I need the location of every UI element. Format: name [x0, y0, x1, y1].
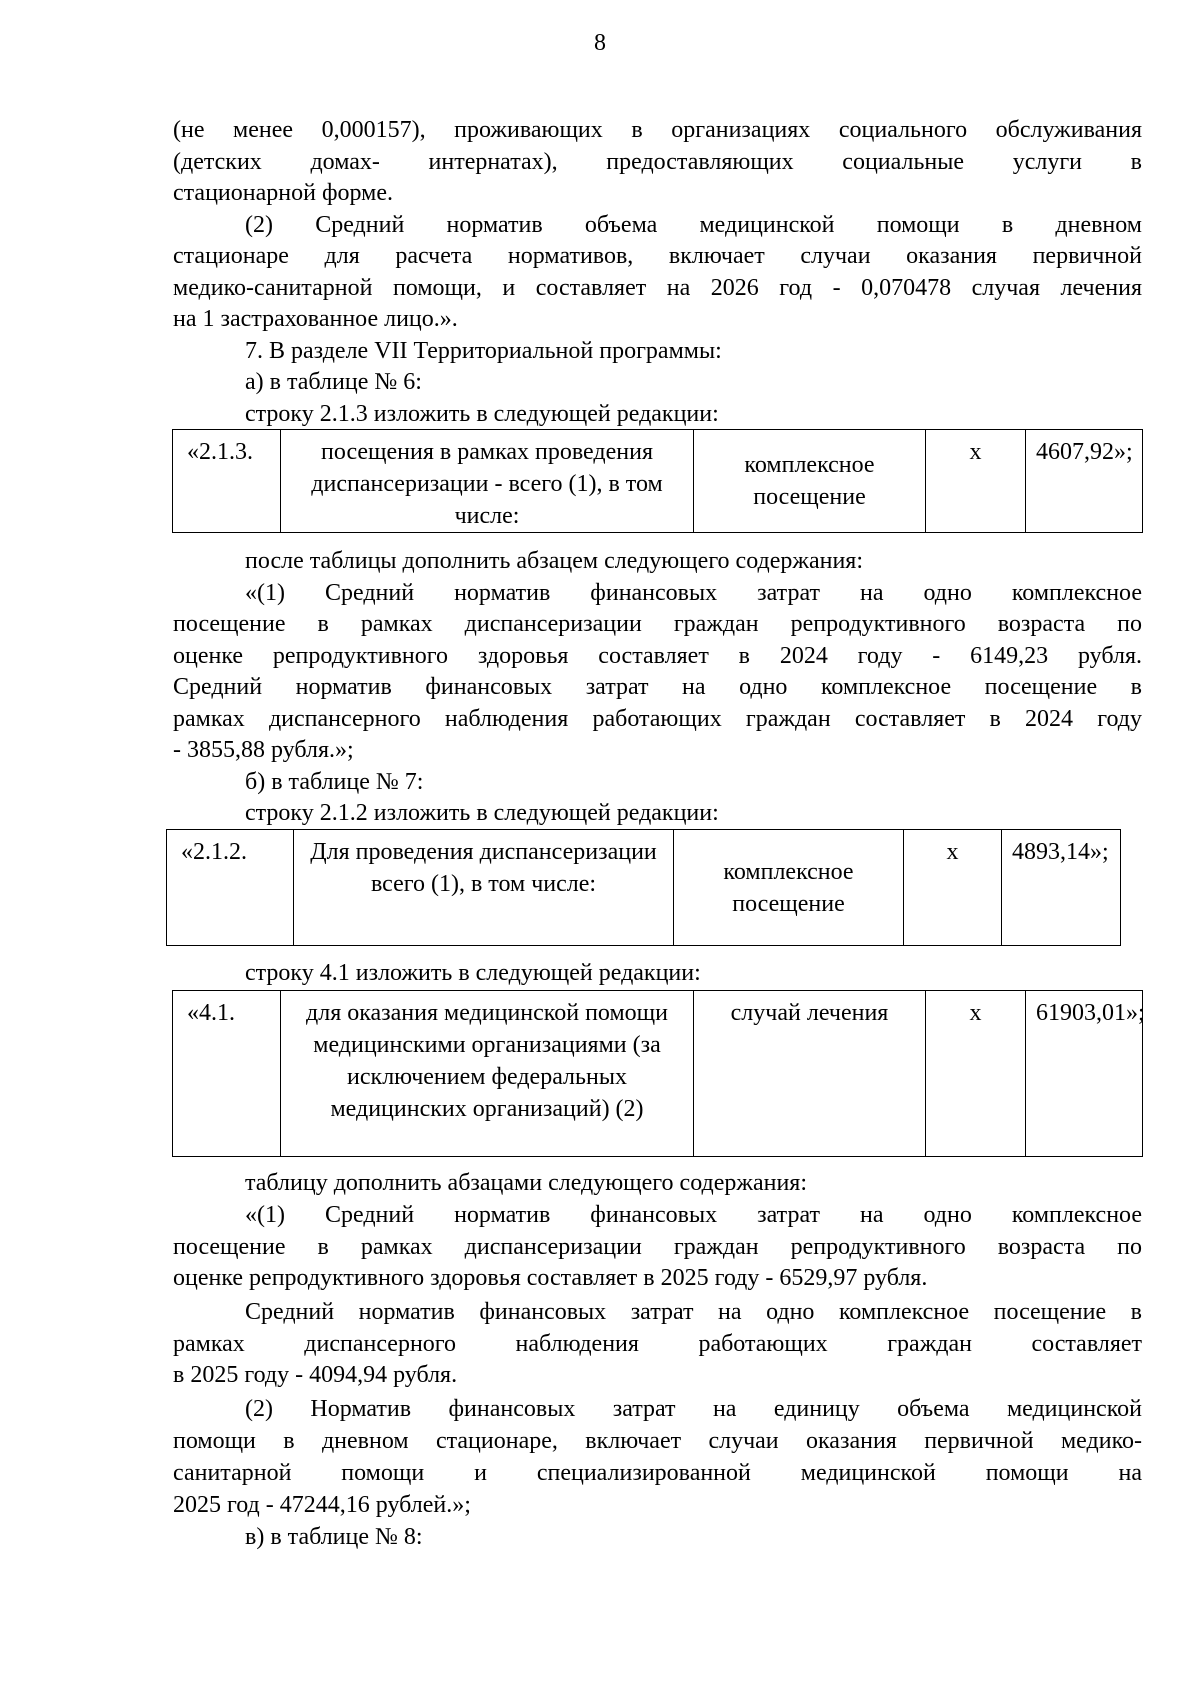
- row-x-cell: х: [926, 991, 1026, 1157]
- paragraph-1-line-3: стационарной форме.: [173, 180, 393, 206]
- row-value-cell: 61903,01»;: [1026, 991, 1143, 1157]
- paragraph-3-line-3: оценке репродуктивного здоровья составляет в 2024 году - 6149,23 рубля.: [173, 643, 1142, 669]
- paragraph-2-line-4: на 1 застрахованное лицо.».: [173, 306, 458, 332]
- paragraph-1-line-2: (детских домах- интернатах), предоставляющих социальные услуги в: [173, 149, 1142, 175]
- row-x-cell: х: [904, 830, 1002, 946]
- row-unit-cell: комплексное посещение: [674, 830, 904, 946]
- paragraph-3-line-5: рамках диспансерного наблюдения работающих граждан составляет в 2024 году: [173, 706, 1142, 732]
- item-v-heading: в) в таблице № 8:: [245, 1524, 423, 1550]
- table-row-2-1-3: [172, 429, 1143, 533]
- paragraph-3-line-6: - 3855,88 рубля.»;: [173, 737, 354, 763]
- row-4-1-intro: строку 4.1 изложить в следующей редакции:: [245, 960, 701, 986]
- paragraph-6-line-4: 2025 год - 47244,16 рублей.»;: [173, 1492, 471, 1518]
- paragraph-3-line-1: «(1) Средний норматив финансовых затрат на одно комплексное: [245, 580, 1142, 606]
- paragraph-4-line-2: посещение в рамках диспансеризации граждан репродуктивного возраста по: [173, 1234, 1142, 1260]
- paragraph-3-line-2: посещение в рамках диспансеризации граждан репродуктивного возраста по: [173, 611, 1142, 637]
- row-unit-cell: комплексное посещение: [694, 430, 926, 533]
- row-unit-cell: случай лечения: [694, 991, 926, 1157]
- row-number-cell: «4.1.: [173, 991, 281, 1157]
- paragraph-5-line-1: Средний норматив финансовых затрат на одно комплексное посещение в: [245, 1299, 1142, 1325]
- paragraph-2-line-1: (2) Средний норматив объема медицинской помощи в дневном: [245, 212, 1142, 238]
- item-b-heading: б) в таблице № 7:: [245, 769, 424, 795]
- paragraph-6-line-1: (2) Норматив финансовых затрат на единицу объема медицинской: [245, 1396, 1142, 1422]
- table-row-4-1: [172, 990, 1143, 1157]
- paragraph-4-line-1: «(1) Средний норматив финансовых затрат на одно комплексное: [245, 1202, 1142, 1228]
- page-number: 8: [594, 30, 606, 56]
- row-2-1-3-intro: строку 2.1.3 изложить в следующей редакции:: [245, 401, 719, 427]
- paragraph-6-line-3: санитарной помощи и специализированной медицинской помощи на: [173, 1460, 1142, 1486]
- row-description-cell: посещения в рамках проведения диспансеризации - всего (1), в том числе:: [281, 430, 694, 533]
- item-a-heading: а) в таблице № 6:: [245, 369, 422, 395]
- row-description-cell: для оказания медицинской помощи медицинскими организациями (за исключением федеральных медицинских организаций) (2): [281, 991, 694, 1157]
- table-row-2-1-2: [166, 829, 1121, 946]
- paragraph-4-line-3: оценке репродуктивного здоровья составляет в 2025 году - 6529,97 рубля.: [173, 1265, 928, 1291]
- row-x-cell: х: [926, 430, 1026, 533]
- item-7-heading: 7. В разделе VII Территориальной программы:: [245, 338, 722, 364]
- after-table-3-text: таблицу дополнить абзацами следующего содержания:: [245, 1170, 808, 1196]
- paragraph-1-line-1: (не менее 0,000157), проживающих в организациях социального обслуживания: [173, 117, 1142, 143]
- after-table-1-text: после таблицы дополнить абзацем следующего содержания:: [245, 548, 864, 574]
- paragraph-6-line-2: помощи в дневном стационаре, включает случаи оказания первичной медико-: [173, 1428, 1142, 1454]
- row-description-cell: Для проведения диспансеризации всего (1), в том числе:: [294, 830, 674, 946]
- row-value-cell: 4607,92»;: [1026, 430, 1143, 533]
- row-number-cell: «2.1.2.: [167, 830, 294, 946]
- row-number-cell: «2.1.3.: [173, 430, 281, 533]
- paragraph-5-line-2: рамках диспансерного наблюдения работающих граждан составляет: [173, 1331, 1142, 1357]
- paragraph-3-line-4: Средний норматив финансовых затрат на одно комплексное посещение в: [173, 674, 1142, 700]
- row-2-1-2-intro: строку 2.1.2 изложить в следующей редакции:: [245, 800, 719, 826]
- row-value-cell: 4893,14»;: [1002, 830, 1121, 946]
- paragraph-2-line-3: медико-санитарной помощи, и составляет на 2026 год - 0,070478 случая лечения: [173, 275, 1142, 301]
- paragraph-5-line-3: в 2025 году - 4094,94 рубля.: [173, 1362, 458, 1388]
- paragraph-2-line-2: стационаре для расчета нормативов, включает случаи оказания первичной: [173, 243, 1142, 269]
